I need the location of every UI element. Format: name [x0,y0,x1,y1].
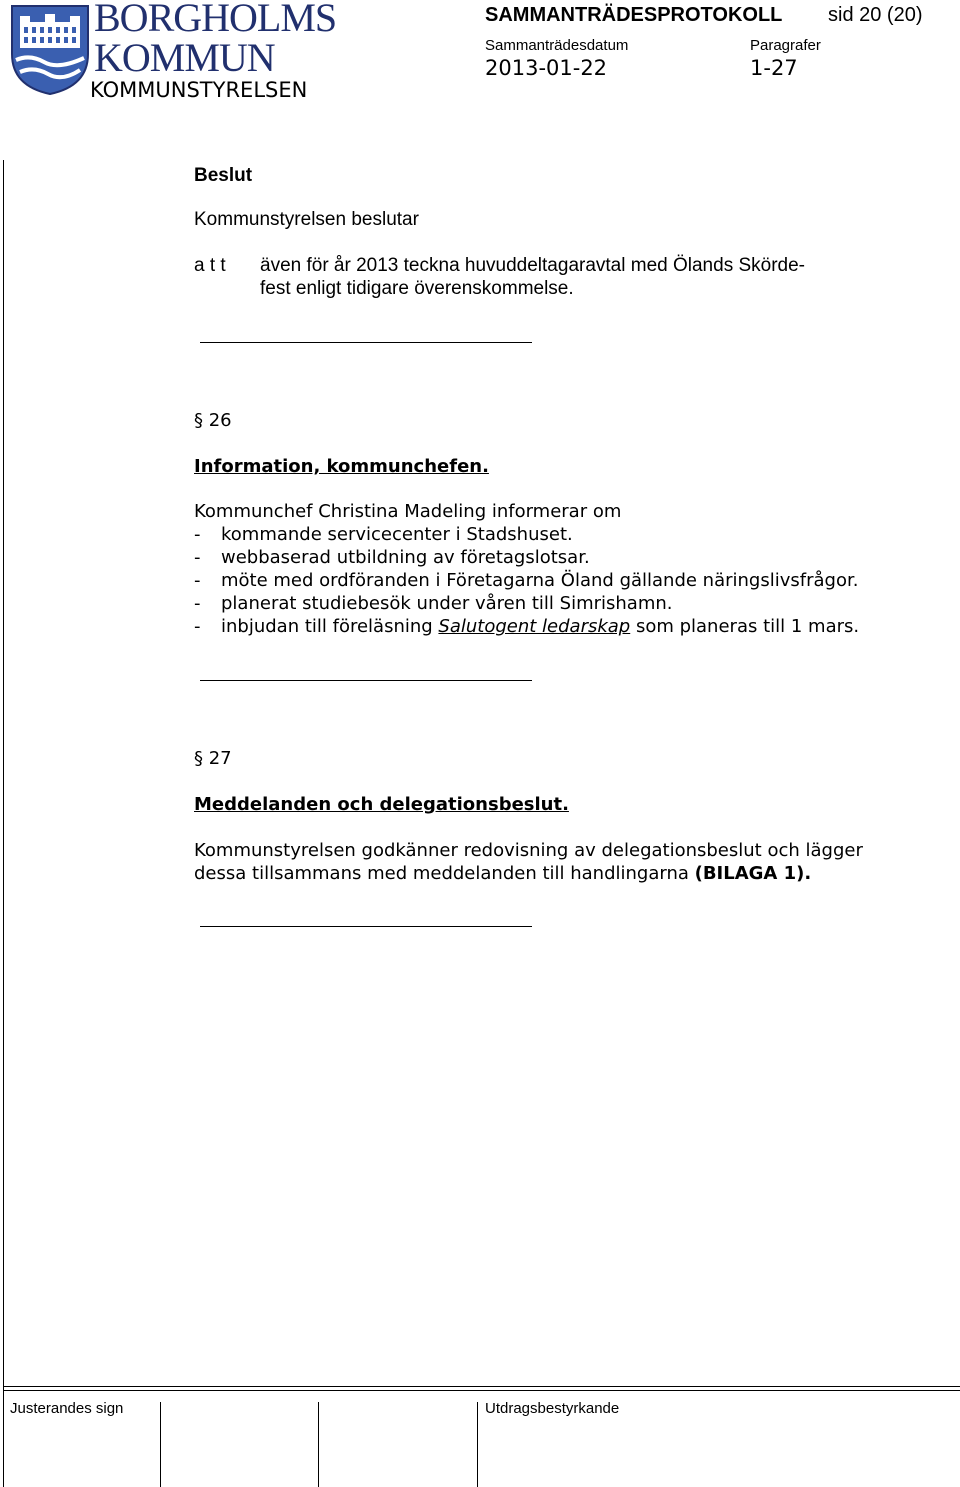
section-26-number: § 26 [194,410,232,431]
att-text-line1: även för år 2013 teckna huvuddeltagaravtal med Ölands Skörde- [260,255,805,276]
coat-of-arms-icon [10,4,90,96]
section-sign-icon: § [194,410,203,431]
section-27-text-line2: dessa tillsammans med meddelanden till handlingarna (BILAGA 1). [194,863,812,884]
section-26-heading: Information, kommunchefen. [194,456,489,477]
footer-signature-divider [160,1402,161,1487]
document-title: SAMMANTRÄDESPROTOKOLL [485,4,783,26]
department-name: KOMMUNSTYRELSEN [90,78,308,102]
page-number: sid 20 (20) [828,4,923,26]
section-divider [200,680,532,681]
meeting-date-value: 2013-01-22 [485,56,608,80]
section-26-intro: Kommunchef Christina Madeling informerar om [194,501,622,522]
beslut-heading: Beslut [194,165,253,186]
list-item: - webbaserad utbildning av företagslotsar. [194,547,590,568]
footer-rule-top [3,1386,960,1387]
section-divider [200,926,532,927]
footer-signature-divider [477,1402,478,1487]
org-name-line1: BORGHOLMS [94,0,337,40]
att-label: a t t [194,255,226,276]
footer-signature-divider [318,1402,319,1487]
meeting-date-label: Sammanträdesdatum [485,37,629,54]
att-text-line2: fest enligt tidigare överenskommelse. [260,278,574,299]
list-item: - planerat studiebesök under våren till Simrishamn. [194,593,673,614]
paragraphs-value: 1-27 [750,56,798,80]
footer-justerandes-sign: Justerandes sign [10,1400,124,1417]
beslut-intro: Kommunstyrelsen beslutar [194,209,419,230]
paragraphs-label: Paragrafer [750,37,821,54]
list-item: - inbjudan till föreläsning Salutogent ledarskap som planeras till 1 mars. [194,616,860,637]
footer-rule-bottom [3,1390,960,1391]
list-item: - möte med ordföranden i Företagarna Öland gällande näringslivsfrågor. [194,570,859,591]
section-27-number: § 27 [194,748,232,769]
org-name-line2: KOMMUN [94,35,275,80]
section-27-heading: Meddelanden och delegationsbeslut. [194,794,569,815]
list-item: - kommande servicecenter i Stadshuset. [194,524,573,545]
left-margin-rule [3,160,4,1487]
section-sign-icon: § [194,748,203,769]
section-divider [200,342,532,343]
footer-utdragsbestyrkande: Utdragsbestyrkande [485,1400,620,1417]
section-27-text-line1: Kommunstyrelsen godkänner redovisning av delegationsbeslut och lägger [194,840,863,861]
